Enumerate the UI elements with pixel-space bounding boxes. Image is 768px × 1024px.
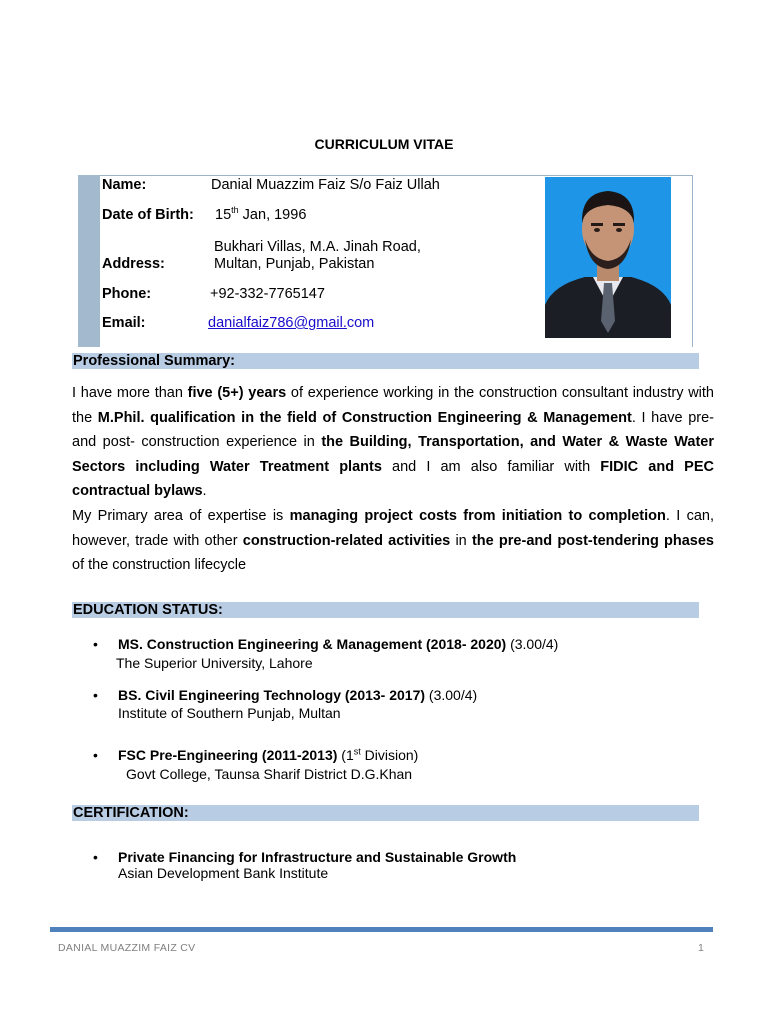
address-line-2: Multan, Punjab, Pakistan	[214, 256, 375, 272]
education-item-title: FSC Pre-Engineering (2011-2013) (1st Division)	[118, 746, 419, 763]
section-heading-education: EDUCATION STATUS:	[72, 602, 699, 618]
summary-paragraph-2: My Primary area of expertise is managing project costs from initiation to completion. I can, however, trade with other construction-related activities in the pre-and post-tendering phases of the construction lifecycle	[72, 508, 714, 573]
email-value[interactable]: danialfaiz786@gmail.com	[208, 315, 375, 331]
email-label: Email:	[102, 315, 146, 331]
bullet-icon: •	[93, 636, 98, 652]
education-item-institution: Institute of Southern Punjab, Multan	[118, 705, 341, 721]
dob-value: 15th Jan, 1996	[215, 205, 307, 223]
bullet-icon: •	[93, 849, 98, 865]
bullet-icon: •	[93, 687, 98, 703]
certification-item-title: Private Financing for Infrastructure and Sustainable Growth	[118, 849, 517, 865]
dob-label: Date of Birth:	[102, 207, 194, 223]
summary-paragraph-1: I have more than five (5+) years of experience working in the construction consultant industry with the M.Phil. qualification in the field of Construction Engineering & Management. I have pre- and post- construction experience in the Building, Transportation, and Water & Waste Water Sectors including Water Treatment plants and I am also familiar with FIDIC and PEC contractual bylaws.	[72, 385, 715, 499]
document-title: CURRICULUM VITAE	[314, 136, 454, 152]
portrait-image	[545, 177, 671, 338]
education-item-institution: Govt College, Taunsa Sharif District D.G.Khan	[126, 766, 413, 782]
name-label: Name:	[102, 177, 147, 193]
footer-divider	[50, 927, 713, 932]
address-line-1: Bukhari Villas, M.A. Jinah Road,	[214, 239, 421, 255]
education-item-title: MS. Construction Engineering & Management (2018- 2020) (3.00/4)	[118, 636, 559, 652]
email-link[interactable]: danialfaiz786@gmail.	[208, 315, 347, 331]
education-item-title: BS. Civil Engineering Technology (2013- 2017) (3.00/4)	[118, 687, 478, 703]
personal-info-accent-bar	[78, 175, 100, 347]
phone-value: +92-332-7765147	[210, 286, 325, 302]
section-heading-summary: Professional Summary:	[72, 353, 699, 369]
profile-photo	[545, 177, 671, 338]
page-number: 1	[698, 942, 704, 954]
footer-label: DANIAL MUAZZIM FAIZ CV	[58, 942, 196, 954]
address-label: Address:	[102, 256, 165, 272]
certification-item-issuer: Asian Development Bank Institute	[118, 865, 329, 881]
bullet-icon: •	[93, 747, 98, 763]
education-item-institution: The Superior University, Lahore	[116, 655, 313, 671]
name-value: Danial Muazzim Faiz S/o Faiz Ullah	[211, 177, 440, 193]
phone-label: Phone:	[102, 286, 152, 302]
section-heading-certification: CERTIFICATION:	[72, 805, 699, 821]
